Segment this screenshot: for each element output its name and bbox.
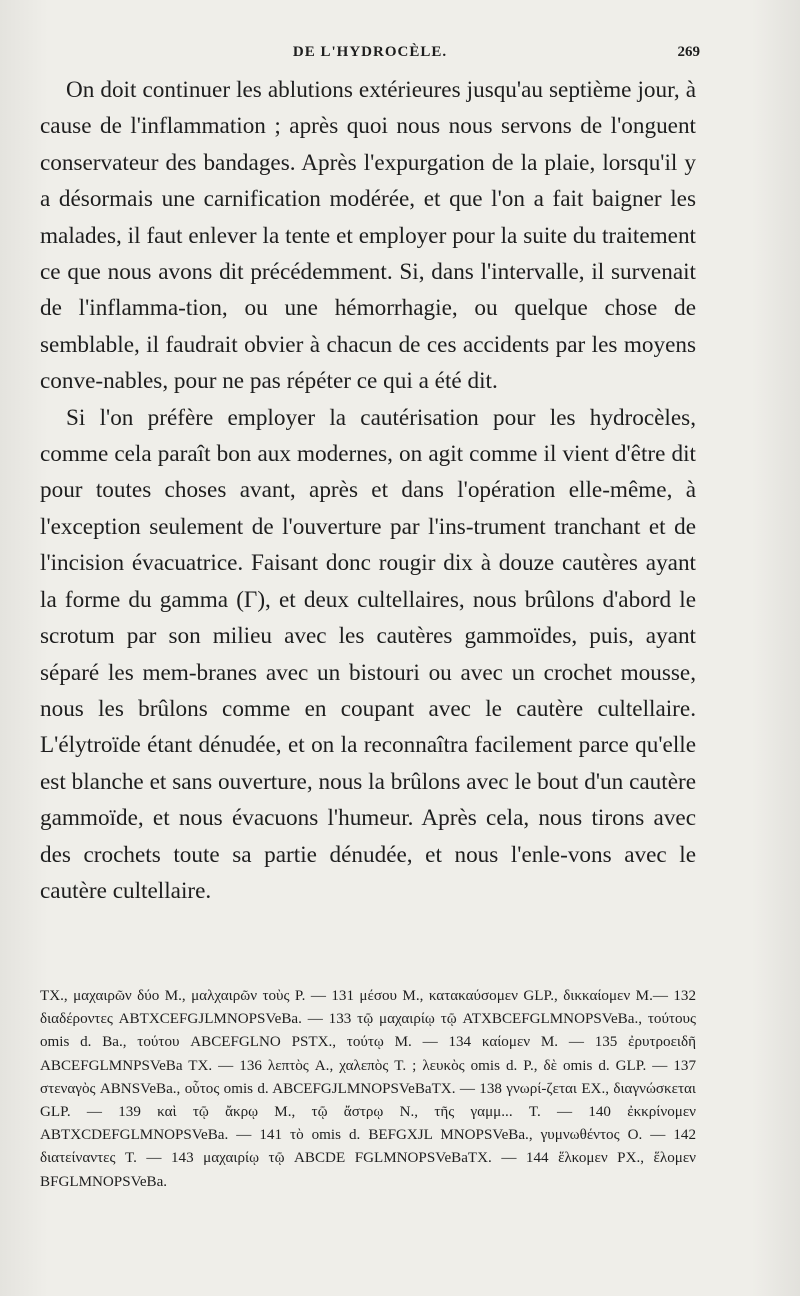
- critical-apparatus: [40, 985, 696, 1194]
- paragraph: Si l'on préfère employer la cautérisation pour les hydrocèles, comme cela paraît bon aux modernes, on agit comme il vient d'être dit pour toutes choses avant, après et dans l'opération elle-même, à l'exception seulement de l'ouverture par l'ins-trument tranchant et de l'incision évacuatrice. Faisant donc rougir dix à douze cautères ayant la forme du gamma (Γ), et deux cultellaires, nous brûlons d'abord le scrotum par son milieu avec les cautères gammoïdes, puis, ayant séparé les mem-branes avec un bistouri ou avec un crochet mousse, nous les brûlons comme en coupant avec le cautère cultellaire. L'élytroïde étant dénudée, et on la reconnaîtra facilement parce qu'elle est blanche et sans ouverture, nous la brûlons avec le bout d'un cautère gammoïde, et nous évacuons l'humeur. Après cela, nous tirons avec des crochets toute sa partie dénudée, et nous l'enle-vons avec le cautère cultellaire.: [40, 404, 696, 904]
- paragraph: On doit continuer les ablutions extérieures jusqu'au septième jour, à cause de l'inflammation ; après quoi nous nous servons de l'onguent conservateur des bandages. Après l'expurgation de la plaie, lorsqu'il y a désormais une carnification modérée, et que l'on a fait baigner les malades, il faut enlever la tente et employer pour la suite du traitement ce que nous avons dit précédemment. Si, dans l'intervalle, il survenait de l'inflamma-tion, ou une hémorrhagie, ou quelque chose de semblable, il faudrait obvier à chacun de ces accidents par les moyens conve-nables, pour ne pas répéter ce qui a été dit.: [40, 77, 696, 395]
- footnote-text: TX., μαχαιρῶν δύο M., μαλχαιρῶν τοὺς P. — 131 μέσου M., κατακαύσομεν GLP., δικκαίομεν M.— 132 διαδέροντες ABTXCEFGJLMNOPSVeBa. — 133 τῷ μαχαιρίῳ τῷ ATXBCEFGLMNOPSVeBa., τούτους omis d. Ba., τούτου ABCEFGLNO PSTX., τούτῳ M. — 134 καίομεν M. — 135 ἐρυτροειδῆ ABCEFGLMNPSVeBa TX. — 136 λεπτὸς A., χαλεπὸς T. ; λευκὸς omis d. P., δὲ omis d. GLP. — 137 στεναγὸς ABNSVeBa., οὗτος omis d. ABCEFGJLMNOPSVeBaTX. — 138 γνωρί-ζεται EX., διαγνώσκεται GLP. — 139 καὶ τῷ ἄκρῳ M., τῷ ἄστρῳ N., τῆς γαμμ... T. — 140 ἐκκρίνομεν ABTXCDEFGLMNOPSVeBa. — 141 τὸ omis d. BEFGXJL MNOPSVeBa., γυμνωθέντος O. — 142 διατείναντες T. — 143 μαχαιρίῳ τῷ ABCDE FGLMNOPSVeBaTX. — 144 ἕλκομεν PX., ἕλομεν BFGLMNOPSVeBa.: [40, 988, 696, 1190]
- main-text: [40, 72, 696, 909]
- running-title: DE L'HYDROCÈLE.: [292, 44, 448, 60]
- running-head: [40, 44, 700, 68]
- page-number: 269: [677, 44, 700, 60]
